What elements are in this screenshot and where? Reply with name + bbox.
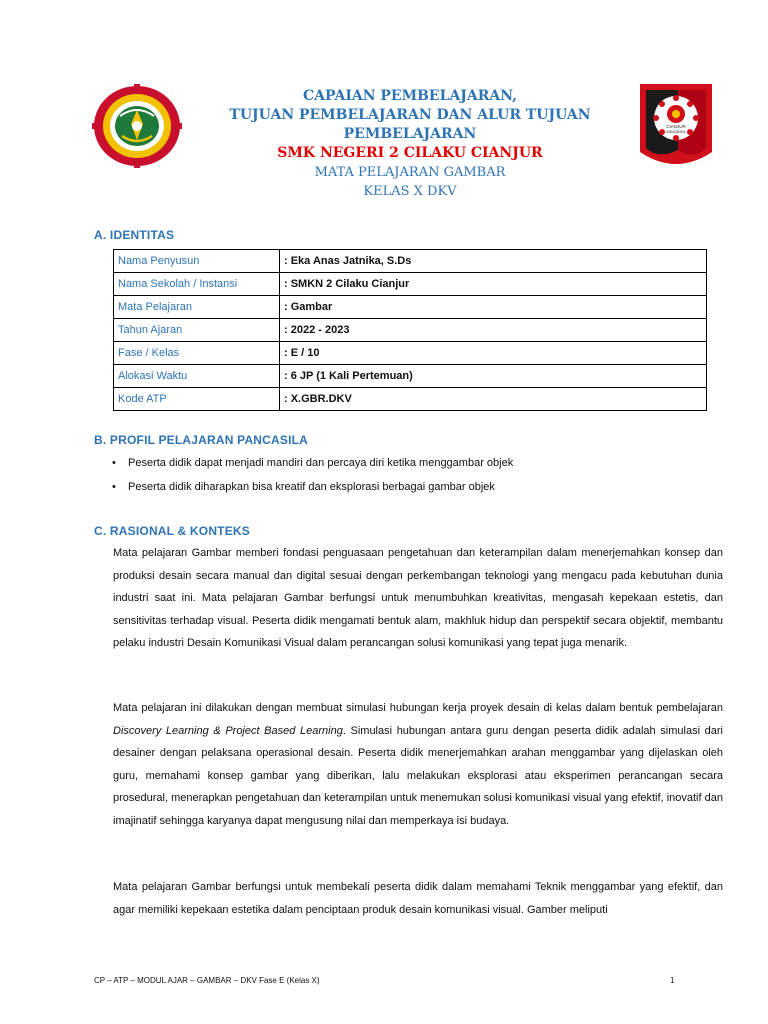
section-a-title: A. IDENTITAS	[94, 228, 175, 242]
document-header	[180, 87, 640, 201]
header-title-line2: TUJUAN PEMBELAJARAN DAN ALUR TUJUAN PEMBELAJARAN	[229, 107, 591, 142]
header-title-line1: CAPAIAN PEMBELAJARAN,	[302, 88, 518, 104]
table-row	[114, 273, 707, 296]
identity-label: Mata Pelajaran	[114, 296, 280, 319]
identity-label: Alokasi Waktu	[114, 365, 280, 388]
list-item: • Peserta didik diharapkan bisa kreatif dan eksplorasi berbagai gambar objek	[112, 479, 513, 503]
identity-label: Fase / Kelas	[114, 342, 280, 365]
logo-text-1: CIANJUR	[666, 124, 686, 129]
learning-model-emphasis: Discovery Learning & Project Based Learning	[113, 724, 343, 737]
identity-value: : X.GBR.DKV	[280, 388, 707, 411]
paragraph-2-text-a: Mata pelajaran ini dilakukan dengan membuat simulasi hubungan kerja proyek desain di kelas dalam bentuk pembelajaran	[113, 702, 723, 714]
identity-label: Nama Sekolah / Instansi	[114, 273, 280, 296]
regency-emblem-right-logo	[638, 80, 714, 176]
rational-paragraph-3: Mata pelajaran Gambar berfungsi untuk membekali peserta didik dalam memahami Teknik menggambar yang efektif, dan agar memiliki kepekaan estetika dalam penciptaan produk desain komunikasi visual. Gamber meliputi	[113, 881, 723, 916]
school-emblem-left-logo	[92, 84, 182, 168]
table-row	[114, 250, 707, 273]
section-c-title: C. RASIONAL & KONTEKS	[94, 524, 250, 538]
identity-value: : 2022 - 2023	[280, 319, 707, 342]
table-row	[114, 388, 707, 411]
rational-paragraph-2	[113, 697, 723, 832]
rational-paragraph-1: Mata pelajaran Gambar memberi fondasi penguasaan pengetahuan dan keterampilan dalam menerjemahkan konsep dan produksi desain secara manual dan digital sesuai dengan perkembangan teknologi yang mengacu pada kebutuhan dunia industri saat ini. Mata pelajaran Gambar berfungsi untuk menumbuhkan kreativitas, mengasah kepekaan estetis, dan sensitivitas terhadap visual. Peserta didik mengamati bentuk alam, makhluk hidup dan perspektif secara objektif, membantu pelaku industri Desain Komunikasi Visual dalam perancangan solusi komunikasi yang tepat juga menarik.	[113, 547, 723, 649]
table-row	[114, 342, 707, 365]
table-row	[114, 365, 707, 388]
table-row	[114, 319, 707, 342]
logo-text-2: INDONESIA	[666, 130, 686, 134]
list-item: • Peserta didik dapat menjadi mandiri dan percaya diri ketika menggambar objek	[112, 455, 513, 479]
identity-label: Tahun Ajaran	[114, 319, 280, 342]
table-row	[114, 296, 707, 319]
identity-value: : SMKN 2 Cilaku Cianjur	[280, 273, 707, 296]
pancasila-profile-list	[112, 455, 513, 503]
identity-label: Kode ATP	[114, 388, 280, 411]
page-footer: CP – ATP – MODUL AJAR – GAMBAR – DKV Fase E (Kelas X)	[94, 976, 320, 985]
identity-value: : Eka Anas Jatnika, S.Ds	[280, 250, 707, 273]
header-subject: MATA PELAJARAN GAMBAR	[314, 165, 506, 180]
header-class: KELAS X DKV	[363, 184, 457, 199]
identity-label: Nama Penyusun	[114, 250, 280, 273]
header-school-name: SMK NEGERI 2 CILAKU CIANJUR	[277, 145, 543, 161]
identity-value: : 6 JP (1 Kali Pertemuan)	[280, 365, 707, 388]
page-number: 1	[670, 976, 675, 985]
identity-value: : E / 10	[280, 342, 707, 365]
paragraph-2-text-b: . Simulasi hubungan antara guru dengan peserta didik adalah simulasi dari desainer dengan pelaksana operasional desain. Peserta didik menerjemahkan arahan menggambar yang dijelaskan oleh guru, memahami konsep gambar yang diberikan, lalu melakukan eksplorasi atau eksperimen perancangan secara prosedural, menerapkan pengetahuan dan keterampilan untuk menemukan solusi komunikasi visual yang efektif, inovatif dan imajinatif sehingga karyanya dapat mengusung nilai dan memperkaya isi budaya.	[113, 724, 723, 827]
section-b-title: B. PROFIL PELAJARAN PANCASILA	[94, 433, 309, 447]
identity-table	[113, 249, 707, 411]
identity-value: : Gambar	[280, 296, 707, 319]
